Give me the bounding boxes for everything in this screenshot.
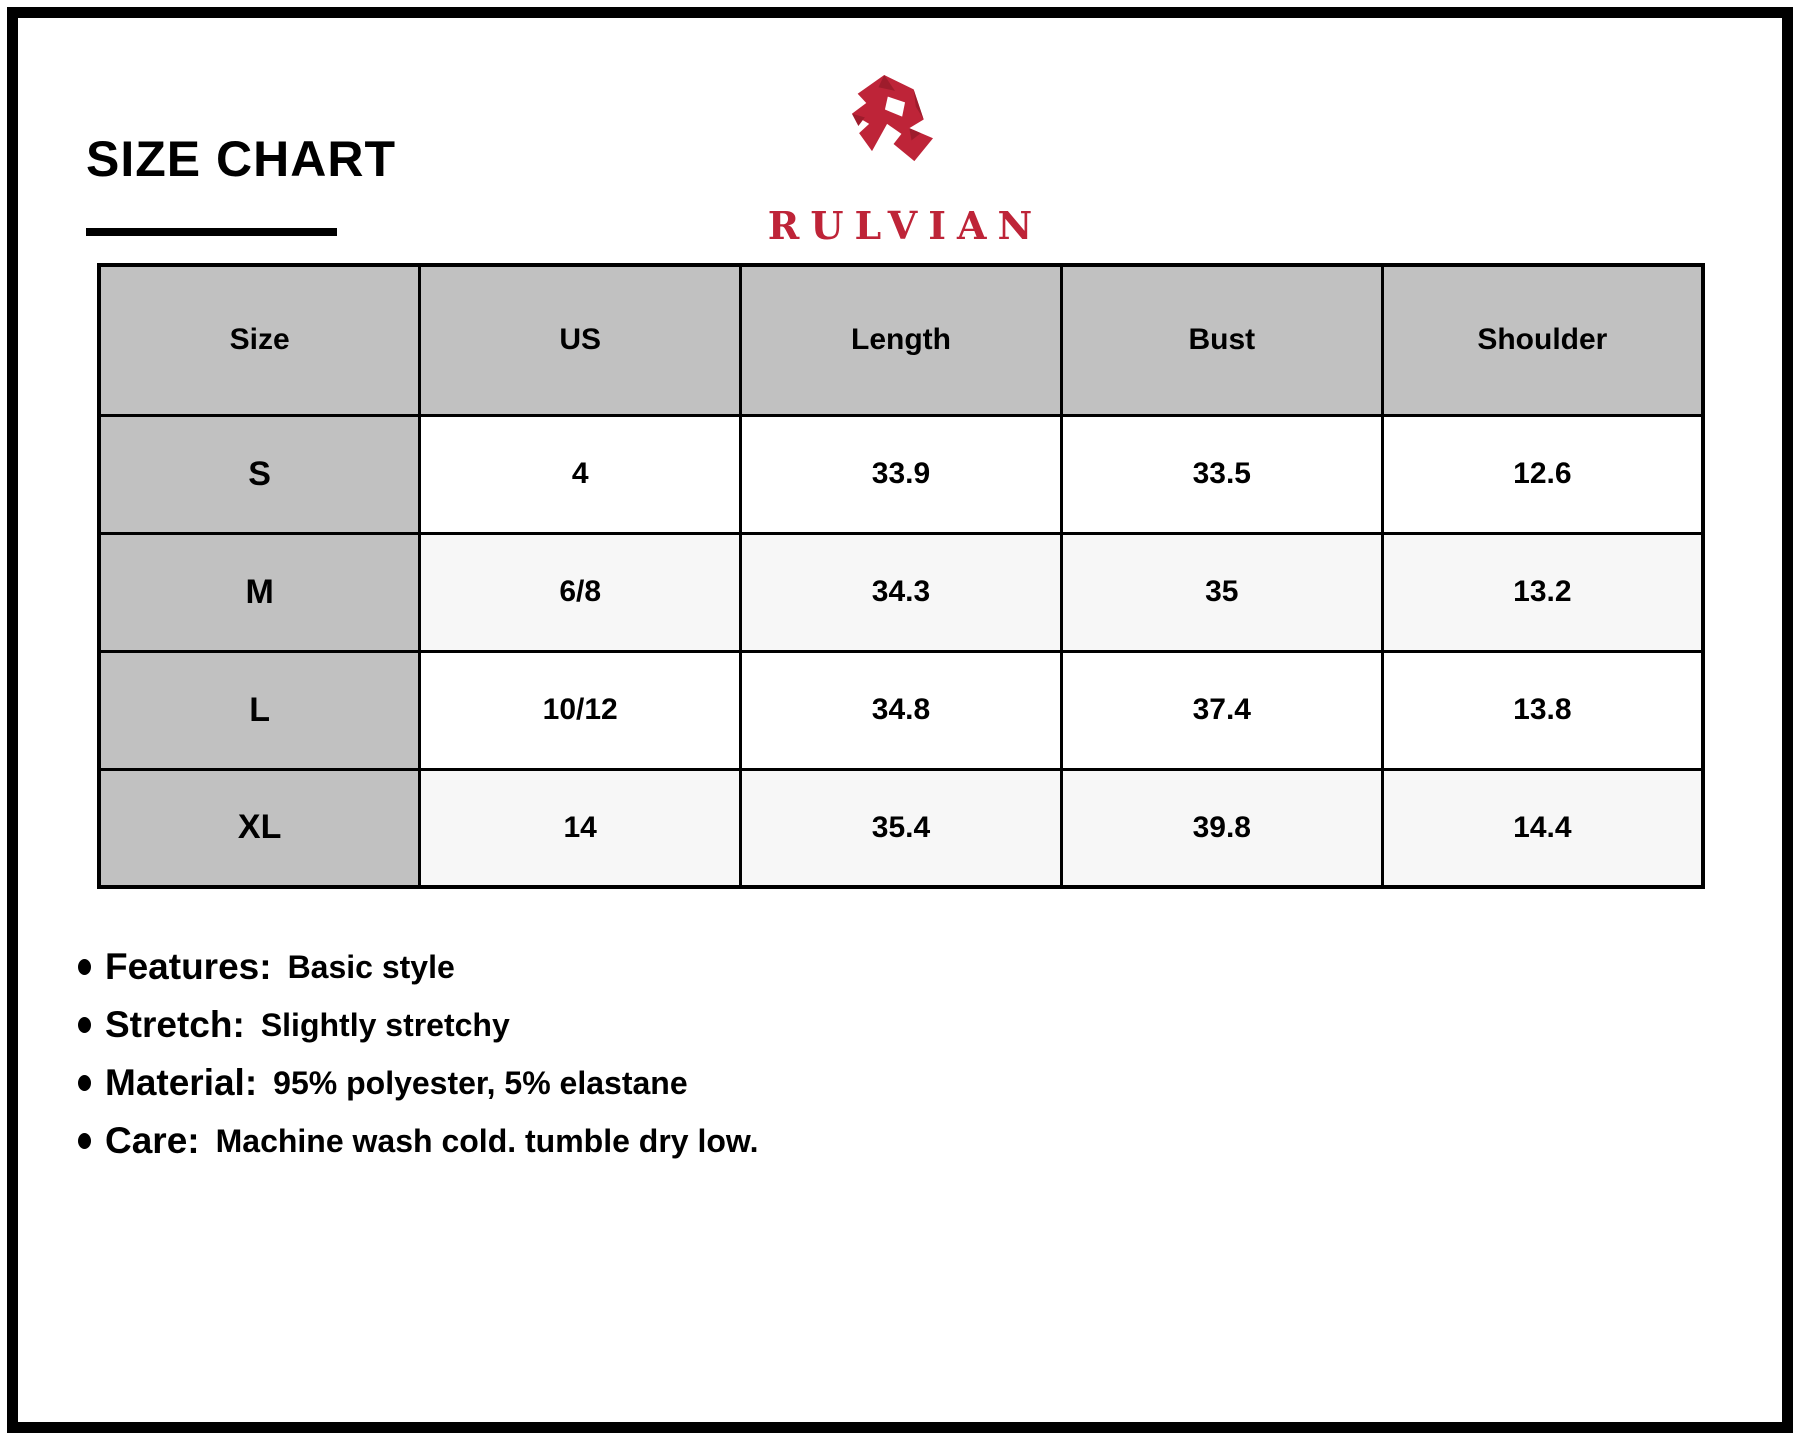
bullet-dot-icon [78,1075,91,1091]
table-row [99,533,1703,651]
brand-logo [690,55,1110,248]
measurement-cell: 10/12 [420,651,741,769]
measurement-cell: 34.8 [741,651,1062,769]
detail-label: Care: [105,1120,200,1161]
bullet-dot-icon [78,1017,91,1033]
measurement-cell: 12.6 [1382,415,1703,533]
measurement-cell: 33.5 [1061,415,1382,533]
detail-item [78,1054,759,1112]
table-row [99,769,1703,887]
measurement-cell: 37.4 [1061,651,1382,769]
detail-value: Slightly stretchy [260,1006,510,1043]
size-cell: XL [99,769,420,887]
detail-item [78,1112,759,1170]
detail-value: 95% polyester, 5% elastane [273,1064,688,1101]
page-title: SIZE CHART [86,131,396,187]
brand-wordmark: RULVIAN [767,203,1044,248]
measurement-cell: 34.3 [741,533,1062,651]
column-header: Shoulder [1382,265,1703,415]
detail-value: Basic style [287,948,455,985]
measurement-cell: 33.9 [741,415,1062,533]
measurement-cell: 14.4 [1382,769,1703,887]
bullet-dot-icon [78,1133,91,1149]
table-row [99,415,1703,533]
table-header-row [99,265,1703,415]
product-details-list [78,938,759,1170]
measurement-cell: 39.8 [1061,769,1382,887]
column-header: US [420,265,741,415]
measurement-cell: 13.2 [1382,533,1703,651]
detail-value: Machine wash cold. tumble dry low. [215,1122,759,1159]
size-cell: S [99,415,420,533]
brand-letter-r-icon [690,55,1110,197]
title-underline [86,228,337,236]
detail-label: Features: [105,946,272,987]
size-cell: L [99,651,420,769]
detail-label: Material: [105,1062,258,1103]
column-header: Length [741,265,1062,415]
detail-item [78,996,759,1054]
measurement-cell: 4 [420,415,741,533]
detail-item [78,938,759,996]
column-header: Bust [1061,265,1382,415]
bullet-dot-icon [78,959,91,975]
detail-label: Stretch: [105,1004,245,1045]
measurement-cell: 13.8 [1382,651,1703,769]
measurement-cell: 35.4 [741,769,1062,887]
measurement-cell: 6/8 [420,533,741,651]
table-row [99,651,1703,769]
size-cell: M [99,533,420,651]
measurement-cell: 35 [1061,533,1382,651]
column-header: Size [99,265,420,415]
measurement-cell: 14 [420,769,741,887]
size-chart-table [97,263,1705,889]
